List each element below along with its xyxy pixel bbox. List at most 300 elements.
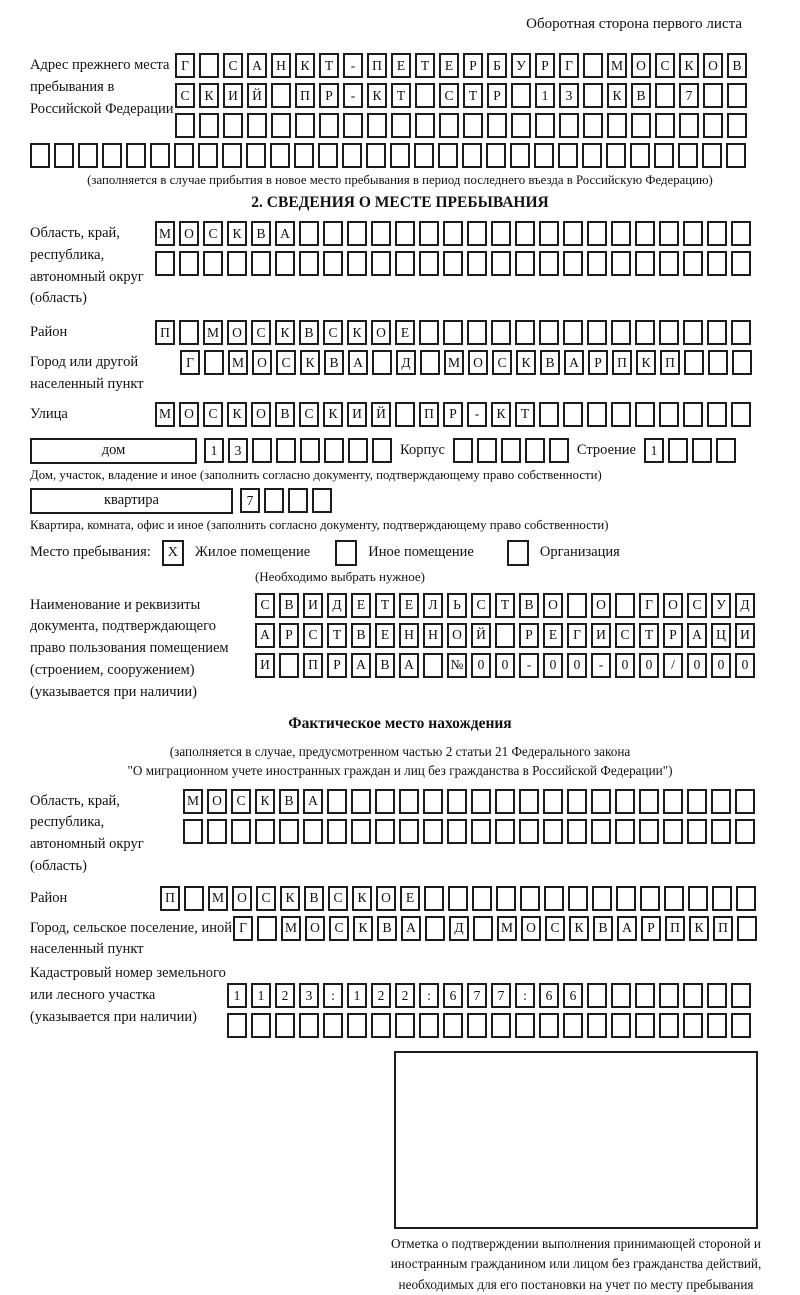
char-cell[interactable] xyxy=(295,113,315,138)
char-cell[interactable]: П xyxy=(660,350,680,375)
char-cell[interactable]: К xyxy=(353,916,373,941)
char-cell[interactable]: С xyxy=(687,593,707,618)
char-cell[interactable] xyxy=(726,143,746,168)
char-cell[interactable]: В xyxy=(593,916,613,941)
char-cell[interactable]: 1 xyxy=(227,983,247,1008)
char-cell[interactable]: С xyxy=(255,593,275,618)
char-cell[interactable]: О xyxy=(232,886,252,911)
char-cell[interactable] xyxy=(419,221,439,246)
char-cell[interactable] xyxy=(312,488,332,513)
char-cell[interactable]: 7 xyxy=(467,983,487,1008)
char-cell[interactable]: Л xyxy=(423,593,443,618)
char-cell[interactable] xyxy=(251,251,271,276)
char-cell[interactable] xyxy=(467,221,487,246)
char-cell[interactable] xyxy=(539,1013,559,1038)
char-cell[interactable]: 3 xyxy=(559,83,579,108)
char-cell[interactable] xyxy=(631,113,651,138)
char-cell[interactable] xyxy=(179,320,199,345)
char-cell[interactable]: А xyxy=(275,221,295,246)
char-cell[interactable] xyxy=(463,113,483,138)
char-cell[interactable] xyxy=(727,113,747,138)
char-cell[interactable] xyxy=(443,320,463,345)
char-cell[interactable] xyxy=(319,113,339,138)
char-cell[interactable]: 0 xyxy=(735,653,755,678)
char-cell[interactable] xyxy=(611,320,631,345)
char-cell[interactable]: Р xyxy=(641,916,661,941)
char-cell[interactable] xyxy=(391,113,411,138)
char-cell[interactable] xyxy=(462,143,482,168)
char-cell[interactable] xyxy=(471,819,491,844)
char-cell[interactable] xyxy=(611,1013,631,1038)
char-cell[interactable]: Р xyxy=(327,653,347,678)
char-cell[interactable]: 0 xyxy=(615,653,635,678)
char-cell[interactable]: 0 xyxy=(687,653,707,678)
char-cell[interactable]: Р xyxy=(279,623,299,648)
char-cell[interactable]: Т xyxy=(375,593,395,618)
char-cell[interactable] xyxy=(303,819,323,844)
char-cell[interactable] xyxy=(251,1013,271,1038)
char-cell[interactable]: / xyxy=(663,653,683,678)
char-cell[interactable]: 6 xyxy=(563,983,583,1008)
char-cell[interactable]: Т xyxy=(415,53,435,78)
char-cell[interactable] xyxy=(366,143,386,168)
char-cell[interactable]: Ь xyxy=(447,593,467,618)
char-cell[interactable] xyxy=(702,143,722,168)
char-cell[interactable]: А xyxy=(255,623,275,648)
char-cell[interactable]: Р xyxy=(463,53,483,78)
char-cell[interactable]: Д xyxy=(735,593,755,618)
char-cell[interactable] xyxy=(372,438,392,463)
char-cell[interactable] xyxy=(424,886,444,911)
char-cell[interactable]: № xyxy=(447,653,467,678)
char-cell[interactable]: А xyxy=(399,653,419,678)
char-cell[interactable]: И xyxy=(347,402,367,427)
char-cell[interactable] xyxy=(419,320,439,345)
char-cell[interactable] xyxy=(663,789,683,814)
char-cell[interactable] xyxy=(471,789,491,814)
char-cell[interactable] xyxy=(515,251,535,276)
char-cell[interactable]: Д xyxy=(449,916,469,941)
char-cell[interactable] xyxy=(395,221,415,246)
char-cell[interactable] xyxy=(655,113,675,138)
char-cell[interactable]: Р xyxy=(663,623,683,648)
char-cell[interactable] xyxy=(559,113,579,138)
char-cell[interactable] xyxy=(487,113,507,138)
char-cell[interactable]: К xyxy=(352,886,372,911)
char-cell[interactable] xyxy=(467,1013,487,1038)
char-cell[interactable] xyxy=(606,143,626,168)
char-cell[interactable]: О xyxy=(305,916,325,941)
char-cell[interactable]: 1 xyxy=(535,83,555,108)
char-cell[interactable]: Г xyxy=(639,593,659,618)
char-cell[interactable]: 7 xyxy=(240,488,260,513)
char-cell[interactable]: - xyxy=(467,402,487,427)
char-cell[interactable]: А xyxy=(351,653,371,678)
char-cell[interactable]: П xyxy=(160,886,180,911)
char-cell[interactable]: М xyxy=(183,789,203,814)
char-cell[interactable] xyxy=(659,402,679,427)
char-cell[interactable] xyxy=(563,251,583,276)
char-cell[interactable] xyxy=(707,320,727,345)
char-cell[interactable]: Т xyxy=(495,593,515,618)
char-cell[interactable] xyxy=(443,221,463,246)
char-cell[interactable]: С xyxy=(223,53,243,78)
char-cell[interactable] xyxy=(199,53,219,78)
char-cell[interactable]: Р xyxy=(588,350,608,375)
char-cell[interactable]: В xyxy=(540,350,560,375)
char-cell[interactable]: О xyxy=(663,593,683,618)
char-cell[interactable]: В xyxy=(279,593,299,618)
char-cell[interactable]: О xyxy=(207,789,227,814)
char-cell[interactable] xyxy=(735,819,755,844)
char-cell[interactable]: В xyxy=(251,221,271,246)
char-cell[interactable] xyxy=(663,819,683,844)
char-cell[interactable] xyxy=(539,320,559,345)
char-cell[interactable] xyxy=(204,350,224,375)
char-cell[interactable] xyxy=(270,143,290,168)
char-cell[interactable]: С xyxy=(251,320,271,345)
char-cell[interactable]: С xyxy=(203,402,223,427)
char-cell[interactable] xyxy=(640,886,660,911)
char-cell[interactable] xyxy=(231,819,251,844)
char-cell[interactable]: О xyxy=(447,623,467,648)
char-cell[interactable] xyxy=(510,143,530,168)
char-cell[interactable]: М xyxy=(228,350,248,375)
stay-type-checkbox-zhiloe[interactable]: X xyxy=(162,540,184,566)
char-cell[interactable]: 2 xyxy=(275,983,295,1008)
char-cell[interactable]: Н xyxy=(271,53,291,78)
char-cell[interactable] xyxy=(183,819,203,844)
char-cell[interactable] xyxy=(703,83,723,108)
char-cell[interactable] xyxy=(568,886,588,911)
char-cell[interactable] xyxy=(276,438,296,463)
char-cell[interactable] xyxy=(420,350,440,375)
char-cell[interactable] xyxy=(567,789,587,814)
char-cell[interactable]: А xyxy=(247,53,267,78)
char-cell[interactable]: - xyxy=(591,653,611,678)
char-cell[interactable]: Д xyxy=(396,350,416,375)
char-cell[interactable] xyxy=(616,886,636,911)
char-cell[interactable]: 0 xyxy=(639,653,659,678)
char-cell[interactable] xyxy=(327,819,347,844)
char-cell[interactable]: Т xyxy=(515,402,535,427)
char-cell[interactable]: - xyxy=(343,83,363,108)
char-cell[interactable] xyxy=(563,1013,583,1038)
char-cell[interactable]: Ц xyxy=(711,623,731,648)
char-cell[interactable]: Н xyxy=(423,623,443,648)
char-cell[interactable] xyxy=(731,251,751,276)
char-cell[interactable] xyxy=(731,402,751,427)
char-cell[interactable] xyxy=(227,1013,247,1038)
char-cell[interactable] xyxy=(583,83,603,108)
char-cell[interactable]: О xyxy=(179,402,199,427)
char-cell[interactable] xyxy=(423,789,443,814)
char-cell[interactable] xyxy=(639,819,659,844)
char-cell[interactable] xyxy=(423,819,443,844)
char-cell[interactable] xyxy=(491,1013,511,1038)
char-cell[interactable] xyxy=(199,113,219,138)
char-cell[interactable] xyxy=(591,789,611,814)
char-cell[interactable] xyxy=(275,1013,295,1038)
char-cell[interactable] xyxy=(399,819,419,844)
char-cell[interactable]: У xyxy=(511,53,531,78)
char-cell[interactable]: В xyxy=(351,623,371,648)
char-cell[interactable] xyxy=(683,251,703,276)
char-cell[interactable]: О xyxy=(521,916,541,941)
char-cell[interactable] xyxy=(443,1013,463,1038)
char-cell[interactable] xyxy=(736,886,756,911)
char-cell[interactable] xyxy=(683,320,703,345)
char-cell[interactable]: Т xyxy=(391,83,411,108)
char-cell[interactable]: Р xyxy=(519,623,539,648)
char-cell[interactable] xyxy=(443,251,463,276)
char-cell[interactable]: Е xyxy=(391,53,411,78)
char-cell[interactable]: В xyxy=(631,83,651,108)
char-cell[interactable]: С xyxy=(655,53,675,78)
char-cell[interactable] xyxy=(174,143,194,168)
char-cell[interactable] xyxy=(496,886,516,911)
char-cell[interactable]: К xyxy=(491,402,511,427)
char-cell[interactable] xyxy=(659,251,679,276)
char-cell[interactable]: Р xyxy=(535,53,555,78)
char-cell[interactable] xyxy=(491,320,511,345)
char-cell[interactable] xyxy=(519,819,539,844)
char-cell[interactable]: С xyxy=(299,402,319,427)
char-cell[interactable] xyxy=(731,320,751,345)
char-cell[interactable]: Д xyxy=(327,593,347,618)
char-cell[interactable]: К xyxy=(679,53,699,78)
char-cell[interactable] xyxy=(525,438,545,463)
char-cell[interactable] xyxy=(184,886,204,911)
char-cell[interactable] xyxy=(126,143,146,168)
char-cell[interactable] xyxy=(519,789,539,814)
char-cell[interactable]: Е xyxy=(351,593,371,618)
char-cell[interactable] xyxy=(539,251,559,276)
char-cell[interactable] xyxy=(639,789,659,814)
char-cell[interactable] xyxy=(351,819,371,844)
char-cell[interactable] xyxy=(707,221,727,246)
char-cell[interactable]: О xyxy=(179,221,199,246)
char-cell[interactable]: С xyxy=(256,886,276,911)
char-cell[interactable] xyxy=(390,143,410,168)
char-cell[interactable] xyxy=(198,143,218,168)
char-cell[interactable] xyxy=(477,438,497,463)
char-cell[interactable] xyxy=(708,350,728,375)
char-cell[interactable] xyxy=(323,221,343,246)
char-cell[interactable] xyxy=(179,251,199,276)
char-cell[interactable]: 2 xyxy=(395,983,415,1008)
char-cell[interactable]: К xyxy=(636,350,656,375)
char-cell[interactable] xyxy=(271,113,291,138)
char-cell[interactable]: С xyxy=(231,789,251,814)
char-cell[interactable] xyxy=(567,593,587,618)
char-cell[interactable]: А xyxy=(348,350,368,375)
char-cell[interactable] xyxy=(375,789,395,814)
stay-type-checkbox-org[interactable] xyxy=(507,540,529,566)
char-cell[interactable] xyxy=(343,113,363,138)
char-cell[interactable]: 3 xyxy=(299,983,319,1008)
char-cell[interactable] xyxy=(279,653,299,678)
char-cell[interactable] xyxy=(563,320,583,345)
char-cell[interactable]: О xyxy=(252,350,272,375)
char-cell[interactable] xyxy=(635,320,655,345)
char-cell[interactable] xyxy=(323,251,343,276)
char-cell[interactable] xyxy=(415,83,435,108)
char-cell[interactable]: К xyxy=(347,320,367,345)
char-cell[interactable] xyxy=(175,113,195,138)
char-cell[interactable]: О xyxy=(591,593,611,618)
char-cell[interactable] xyxy=(591,819,611,844)
char-cell[interactable]: Н xyxy=(399,623,419,648)
char-cell[interactable] xyxy=(615,789,635,814)
char-cell[interactable] xyxy=(447,819,467,844)
char-cell[interactable]: Й xyxy=(371,402,391,427)
char-cell[interactable] xyxy=(549,438,569,463)
char-cell[interactable]: Т xyxy=(463,83,483,108)
char-cell[interactable] xyxy=(659,1013,679,1038)
char-cell[interactable] xyxy=(395,402,415,427)
char-cell[interactable] xyxy=(415,113,435,138)
char-cell[interactable] xyxy=(299,1013,319,1038)
char-cell[interactable] xyxy=(347,251,367,276)
char-cell[interactable]: О xyxy=(376,886,396,911)
char-cell[interactable]: С xyxy=(203,221,223,246)
char-cell[interactable]: В xyxy=(375,653,395,678)
char-cell[interactable]: М xyxy=(444,350,464,375)
char-cell[interactable] xyxy=(473,916,493,941)
char-cell[interactable]: И xyxy=(735,623,755,648)
char-cell[interactable]: С xyxy=(175,83,195,108)
char-cell[interactable] xyxy=(515,221,535,246)
char-cell[interactable] xyxy=(659,983,679,1008)
char-cell[interactable]: 0 xyxy=(711,653,731,678)
char-cell[interactable]: П xyxy=(419,402,439,427)
char-cell[interactable]: М xyxy=(208,886,228,911)
char-cell[interactable]: С xyxy=(328,886,348,911)
char-cell[interactable] xyxy=(150,143,170,168)
char-cell[interactable]: : xyxy=(419,983,439,1008)
char-cell[interactable]: Г xyxy=(180,350,200,375)
char-cell[interactable] xyxy=(395,1013,415,1038)
char-cell[interactable]: Й xyxy=(247,83,267,108)
char-cell[interactable]: В xyxy=(519,593,539,618)
char-cell[interactable]: 6 xyxy=(539,983,559,1008)
char-cell[interactable] xyxy=(453,438,473,463)
char-cell[interactable]: Т xyxy=(639,623,659,648)
char-cell[interactable]: К xyxy=(295,53,315,78)
char-cell[interactable] xyxy=(299,251,319,276)
char-cell[interactable] xyxy=(583,53,603,78)
char-cell[interactable]: Е xyxy=(543,623,563,648)
char-cell[interactable]: Р xyxy=(443,402,463,427)
char-cell[interactable] xyxy=(467,251,487,276)
char-cell[interactable]: В xyxy=(299,320,319,345)
char-cell[interactable]: О xyxy=(468,350,488,375)
char-cell[interactable]: У xyxy=(711,593,731,618)
char-cell[interactable] xyxy=(587,1013,607,1038)
char-cell[interactable] xyxy=(511,113,531,138)
char-cell[interactable]: 0 xyxy=(543,653,563,678)
char-cell[interactable]: К xyxy=(199,83,219,108)
char-cell[interactable]: О xyxy=(251,402,271,427)
char-cell[interactable] xyxy=(630,143,650,168)
char-cell[interactable] xyxy=(495,623,515,648)
char-cell[interactable]: К xyxy=(275,320,295,345)
char-cell[interactable] xyxy=(583,113,603,138)
char-cell[interactable] xyxy=(294,143,314,168)
char-cell[interactable] xyxy=(611,983,631,1008)
char-cell[interactable]: 0 xyxy=(471,653,491,678)
char-cell[interactable]: К xyxy=(227,221,247,246)
char-cell[interactable]: К xyxy=(607,83,627,108)
char-cell[interactable] xyxy=(615,593,635,618)
char-cell[interactable]: - xyxy=(519,653,539,678)
char-cell[interactable] xyxy=(299,221,319,246)
char-cell[interactable] xyxy=(324,438,344,463)
char-cell[interactable] xyxy=(611,221,631,246)
char-cell[interactable] xyxy=(635,402,655,427)
char-cell[interactable]: Т xyxy=(327,623,347,648)
char-cell[interactable]: Г xyxy=(175,53,195,78)
char-cell[interactable]: 1 xyxy=(251,983,271,1008)
char-cell[interactable] xyxy=(684,350,704,375)
char-cell[interactable] xyxy=(679,113,699,138)
char-cell[interactable]: П xyxy=(303,653,323,678)
char-cell[interactable] xyxy=(371,221,391,246)
char-cell[interactable]: К xyxy=(367,83,387,108)
char-cell[interactable]: П xyxy=(367,53,387,78)
char-cell[interactable] xyxy=(102,143,122,168)
char-cell[interactable] xyxy=(683,402,703,427)
char-cell[interactable]: О xyxy=(371,320,391,345)
char-cell[interactable]: О xyxy=(227,320,247,345)
char-cell[interactable]: М xyxy=(281,916,301,941)
char-cell[interactable] xyxy=(688,886,708,911)
char-cell[interactable] xyxy=(731,1013,751,1038)
char-cell[interactable] xyxy=(419,251,439,276)
char-cell[interactable] xyxy=(288,488,308,513)
char-cell[interactable] xyxy=(543,789,563,814)
char-cell[interactable] xyxy=(279,819,299,844)
char-cell[interactable]: С xyxy=(323,320,343,345)
char-cell[interactable]: И xyxy=(591,623,611,648)
char-cell[interactable] xyxy=(347,1013,367,1038)
char-cell[interactable] xyxy=(635,251,655,276)
char-cell[interactable] xyxy=(395,251,415,276)
char-cell[interactable]: М xyxy=(203,320,223,345)
char-cell[interactable] xyxy=(716,438,736,463)
char-cell[interactable] xyxy=(544,886,564,911)
char-cell[interactable]: К xyxy=(280,886,300,911)
char-cell[interactable]: В xyxy=(279,789,299,814)
char-cell[interactable]: 2 xyxy=(371,983,391,1008)
char-cell[interactable]: 1 xyxy=(204,438,224,463)
char-cell[interactable] xyxy=(707,251,727,276)
char-cell[interactable]: С xyxy=(276,350,296,375)
char-cell[interactable]: Е xyxy=(375,623,395,648)
char-cell[interactable] xyxy=(520,886,540,911)
char-cell[interactable] xyxy=(78,143,98,168)
char-cell[interactable] xyxy=(222,143,242,168)
char-cell[interactable] xyxy=(300,438,320,463)
char-cell[interactable] xyxy=(664,886,684,911)
char-cell[interactable] xyxy=(351,789,371,814)
char-cell[interactable] xyxy=(535,113,555,138)
char-cell[interactable] xyxy=(414,143,434,168)
char-cell[interactable]: : xyxy=(515,983,535,1008)
char-cell[interactable] xyxy=(495,789,515,814)
char-cell[interactable]: С xyxy=(545,916,565,941)
